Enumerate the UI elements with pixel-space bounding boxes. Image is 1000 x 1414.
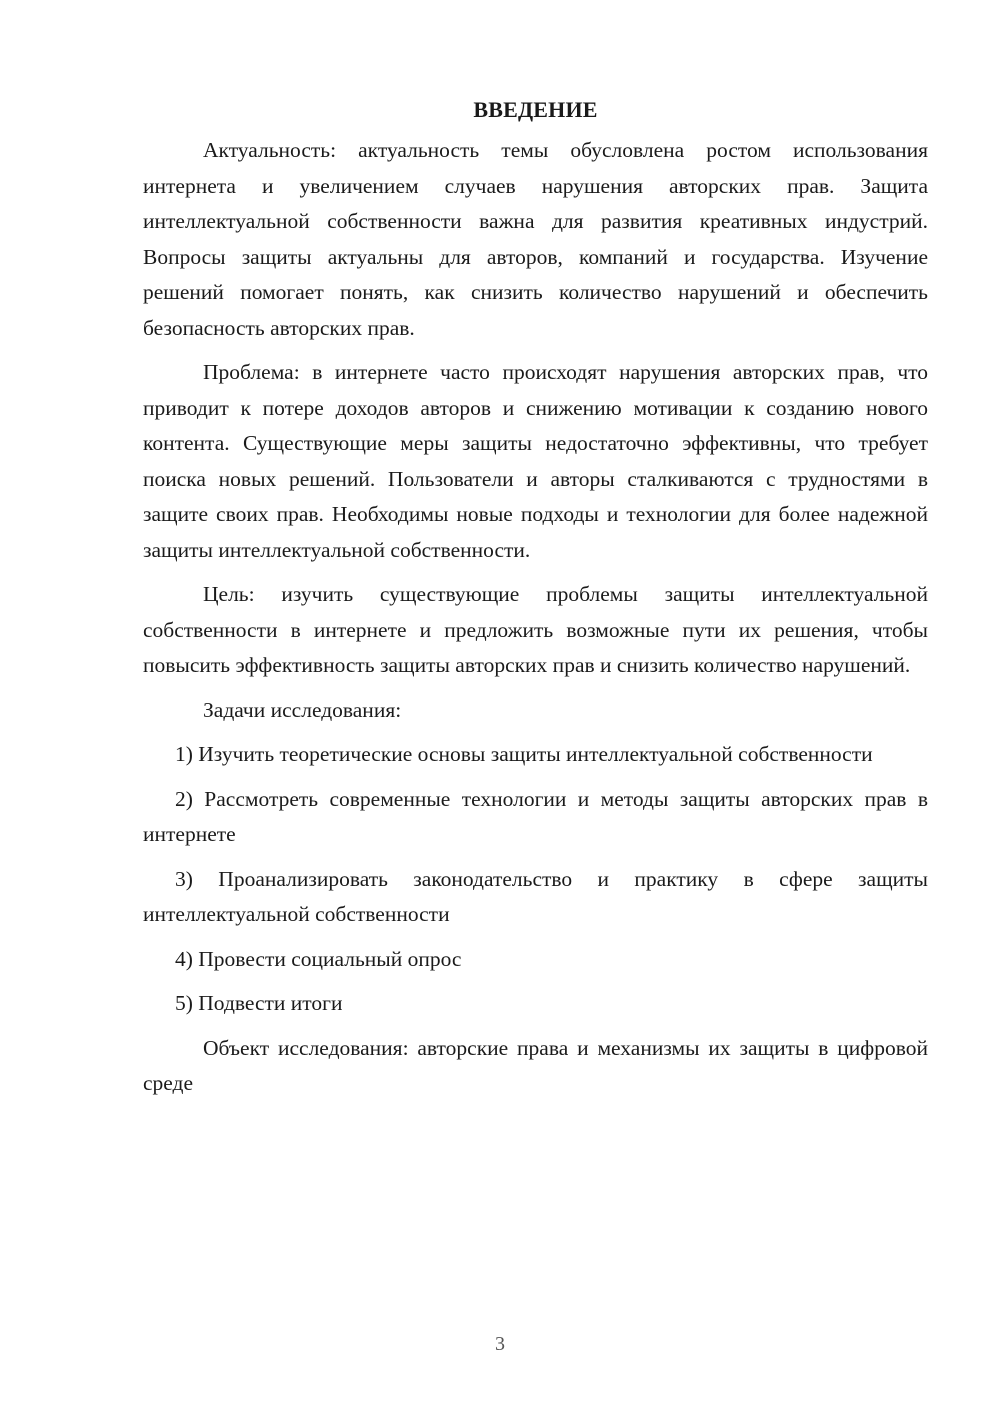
list-item: 1) Изучить теоретические основы защиты интеллектуальной собственности bbox=[175, 742, 873, 766]
paragraph-problem: Проблема: в интернете часто происходят нарушения авторских прав, что приводит к потере доходов авторов и снижению мотивации к созданию нового контента. Существующие меры защиты недостаточно эффективны, что требует поиска новых решений. Пользователи и авторы сталкиваются с трудностями в защите своих прав. Необходимы новые подходы и технологии для более надежной защиты интеллектуальной собственности. bbox=[143, 360, 928, 562]
list-item: 4) Провести социальный опрос bbox=[175, 946, 462, 971]
paragraph-goal: Цель: изучить существующие проблемы защиты интеллектуальной собственности в интернете и предложить возможные пути их решения, чтобы повысить эффективность защиты авторских прав и снизить количество нарушений. bbox=[143, 582, 928, 677]
paragraph-object: Объект исследования: авторские права и механизмы их защиты в цифровой среде bbox=[143, 1035, 928, 1095]
page-number: 3 bbox=[495, 1333, 505, 1355]
list-item: 2) Рассмотреть современные технологии и методы защиты авторских прав в интернете bbox=[143, 786, 928, 846]
paragraph-relevance: Актуальность: актуальность темы обусловлена ростом использования интернета и увеличением случаев нарушения авторских прав. Защита интеллектуальной собственности важна для развития креативных индустрий. Вопросы защиты актуальны для авторов, компаний и государства. Изучение решений помогает понять, как снизить количество нарушений и обеспечить безопасность авторских прав. bbox=[143, 138, 928, 340]
document-page bbox=[143, 92, 928, 1111]
tasks-list bbox=[143, 737, 928, 1022]
list-item: 3) Проанализировать законодательство и практику в сфере защиты интеллектуальной собственности bbox=[143, 866, 928, 926]
list-item: 5) Подвести итоги bbox=[175, 991, 343, 1015]
page-title: ВВЕДЕНИЕ bbox=[473, 97, 598, 122]
tasks-heading: Задачи исследования: bbox=[203, 697, 402, 722]
